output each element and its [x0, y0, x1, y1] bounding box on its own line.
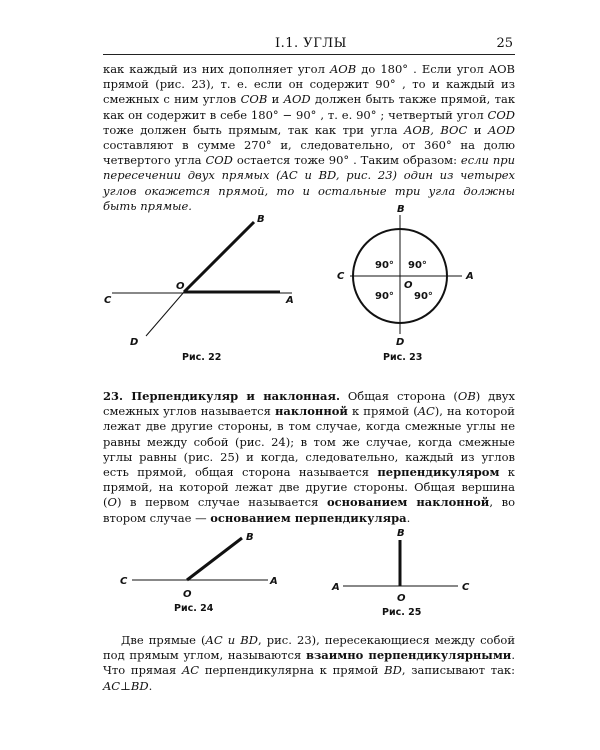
figure-24	[120, 532, 278, 600]
term-base-incline: основанием наклонной	[326, 495, 490, 510]
fig25-caption: Рис. 25	[382, 607, 422, 618]
fig25-label-a: A	[332, 582, 340, 593]
fig22-ray-od	[146, 292, 184, 336]
theorem-statement: если при пересечении двух прямых (AC и BD, рис. 23) один из четырех углов окажется прямой, то и остальные три угла должны быть прямые.	[103, 153, 515, 213]
fig23-label-o: O	[404, 280, 413, 291]
section-heading: 23. Перпендикуляр и наклонная.	[103, 389, 340, 403]
fig22-label-a: A	[286, 295, 294, 306]
paragraph-mutually-perpendicular: Две прямые (AC и BD, рис. 23), пересекающиеся между собой под прямым углом, называются взаимно перпендикулярными. Что прямая AC перпендикулярна к прямой BD, записывают так: AC⊥BD.	[103, 633, 515, 693]
figure-25	[331, 528, 470, 604]
section-23: 23. Перпендикуляр и наклонная. Общая сторона (OB) двух смежных углов называется наклонной к прямой (AC), на которой лежат две другие стороны, в том случае, когда смежные углы не равны между собой (рис. 24); в том же случае, когда смежные углы равны (рис. 25) и когда, следовательно, каждый из углов есть прямой, общая сторона называется перпендикуляром к прямой, на которой лежат две другие стороны. Общая вершина (O) в первом случае называется основанием наклонной, во втором случае — основанием перпендикуляра.	[103, 389, 515, 525]
page-number: 25	[496, 36, 513, 51]
fig23-angle-1: 90°	[375, 260, 394, 271]
fig23-angle-2: 90°	[408, 260, 427, 271]
fig25-label-b: B	[397, 528, 405, 539]
fig24-ray-ob	[187, 538, 242, 580]
perpendicular-formula: AC⊥BD	[103, 678, 149, 693]
running-title: I.1. УГЛЫ	[275, 36, 347, 51]
fig22-label-c: C	[104, 295, 112, 306]
paragraph-angles: как каждый из них дополняет угол AOB до 180° . Если угол AOB прямой (рис. 23), т. е. если он содержит 90° , то и каждый из смежных с ним углов COB и AOD должен быть также прямой, так как он содержит в себе 180° − 90° , т. е. 90° ; четвертый угол COD тоже должен быть прямым, так как три угла AOB, BOC и AOD составляют в сумме 270° и, следовательно, от 360° на долю четвертого угла COD остается тоже 90° . Таким образом: если при пересечении двух прямых (AC и BD, рис. 23) один из четырех углов окажется прямой, то и остальные три угла должны быть прямые.	[103, 62, 516, 213]
figure-22	[104, 214, 294, 348]
term-mutually-perpendicular: взаимно перпендикулярными	[305, 648, 512, 663]
fig22-caption: Рис. 22	[182, 352, 222, 363]
fig22-label-b: B	[257, 214, 265, 225]
fig23-label-c: C	[337, 271, 345, 282]
figure-23	[337, 204, 474, 348]
fig22-label-o: O	[176, 281, 185, 292]
term-perpendicular: перпендикуляром	[377, 465, 500, 480]
fig23-angle-3: 90°	[375, 291, 394, 302]
term-base-perpendicular: основанием перпендикуляра	[210, 510, 407, 525]
fig23-label-d: D	[396, 337, 405, 348]
fig24-label-o: O	[183, 589, 192, 600]
fig25-label-c: C	[462, 582, 470, 593]
fig23-angle-4: 90°	[414, 291, 433, 302]
fig24-label-b: B	[246, 532, 254, 543]
fig25-label-o: O	[397, 593, 406, 604]
fig22-label-d: D	[130, 337, 139, 348]
fig23-label-b: B	[397, 204, 405, 215]
fig22-ray-ob	[184, 222, 254, 292]
fig24-caption: Рис. 24	[174, 603, 214, 614]
fig24-label-c: C	[120, 576, 128, 587]
fig23-label-a: A	[466, 271, 474, 282]
term-incline: наклонной	[274, 404, 348, 419]
fig24-label-a: A	[270, 576, 278, 587]
fig23-caption: Рис. 23	[383, 352, 423, 363]
